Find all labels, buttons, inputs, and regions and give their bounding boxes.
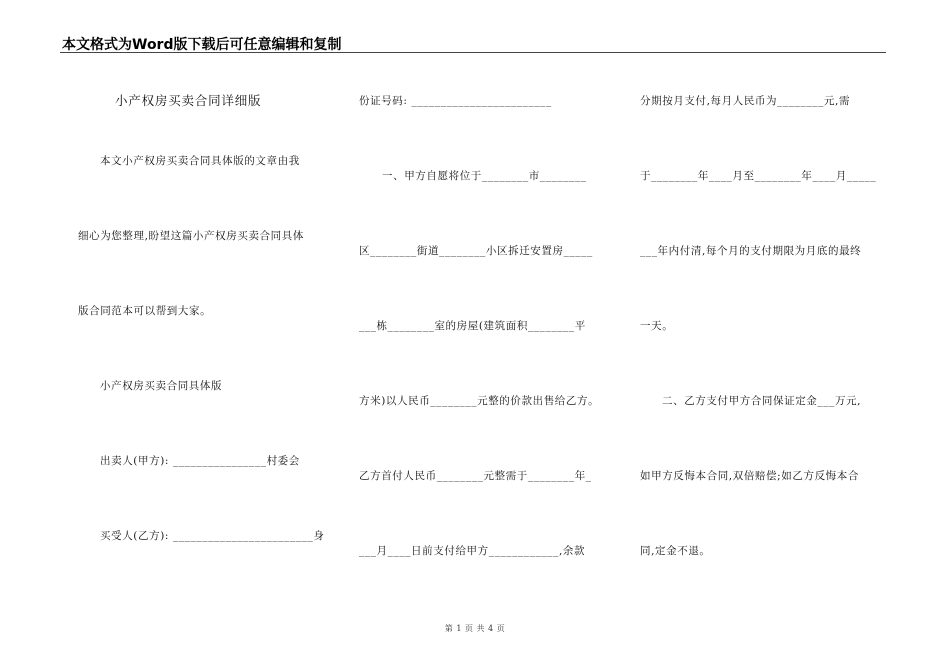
header-divider: [60, 52, 886, 53]
col3-line: 于________年____月至________年____月_____: [640, 170, 877, 182]
col1-line: 买受人(乙方): ________________________身: [100, 530, 325, 542]
col1-line: 小产权房买卖合同具体版: [100, 380, 223, 392]
col2-line: 方米)以人民币________元整的价款出售给乙方。: [359, 395, 600, 407]
col2-line: 份证号码: ________________________: [359, 95, 552, 107]
col3-line: 同,定金不退。: [640, 545, 711, 557]
col3-line: ___年内付清,每个月的支付期限为月底的最终: [640, 245, 862, 257]
col2-line: ___月____日前支付给甲方____________,余款: [359, 545, 586, 557]
col2-line: 一、甲方自愿将位于________市________: [382, 170, 587, 182]
col3-line: 如甲方反悔本合同,双倍赔偿;如乙方反悔本合: [640, 470, 859, 482]
col1-line: 出卖人(甲方): ________________村委会: [100, 455, 300, 467]
document-title: 小产权房买卖合同详细版: [115, 93, 262, 108]
col3-line: 二、乙方支付甲方合同保证定金___万元,: [662, 395, 862, 407]
col3-line: 分期按月支付,每月人民币为________元,需: [640, 95, 851, 107]
col2-line: ___栋________室的房屋(建筑面积________平: [359, 320, 586, 332]
col3-line: 一天。: [640, 320, 674, 332]
col2-line: 乙方首付人民币________元整需于________年_: [359, 470, 592, 482]
col1-line: 本文小产权房买卖合同具体版的文章由我: [100, 155, 300, 167]
col1-line: 细心为您整理,盼望这篇小产权房买卖合同具体: [78, 230, 304, 242]
page-header-title: 本文格式为Word版下载后可任意编辑和复制: [62, 37, 342, 53]
page-number-footer: 第 1 页 共 4 页: [444, 624, 506, 633]
col1-line: 版合同范本可以帮到大家。: [78, 305, 212, 317]
col2-line: 区________街道________小区拆迁安置房_____: [359, 245, 593, 257]
